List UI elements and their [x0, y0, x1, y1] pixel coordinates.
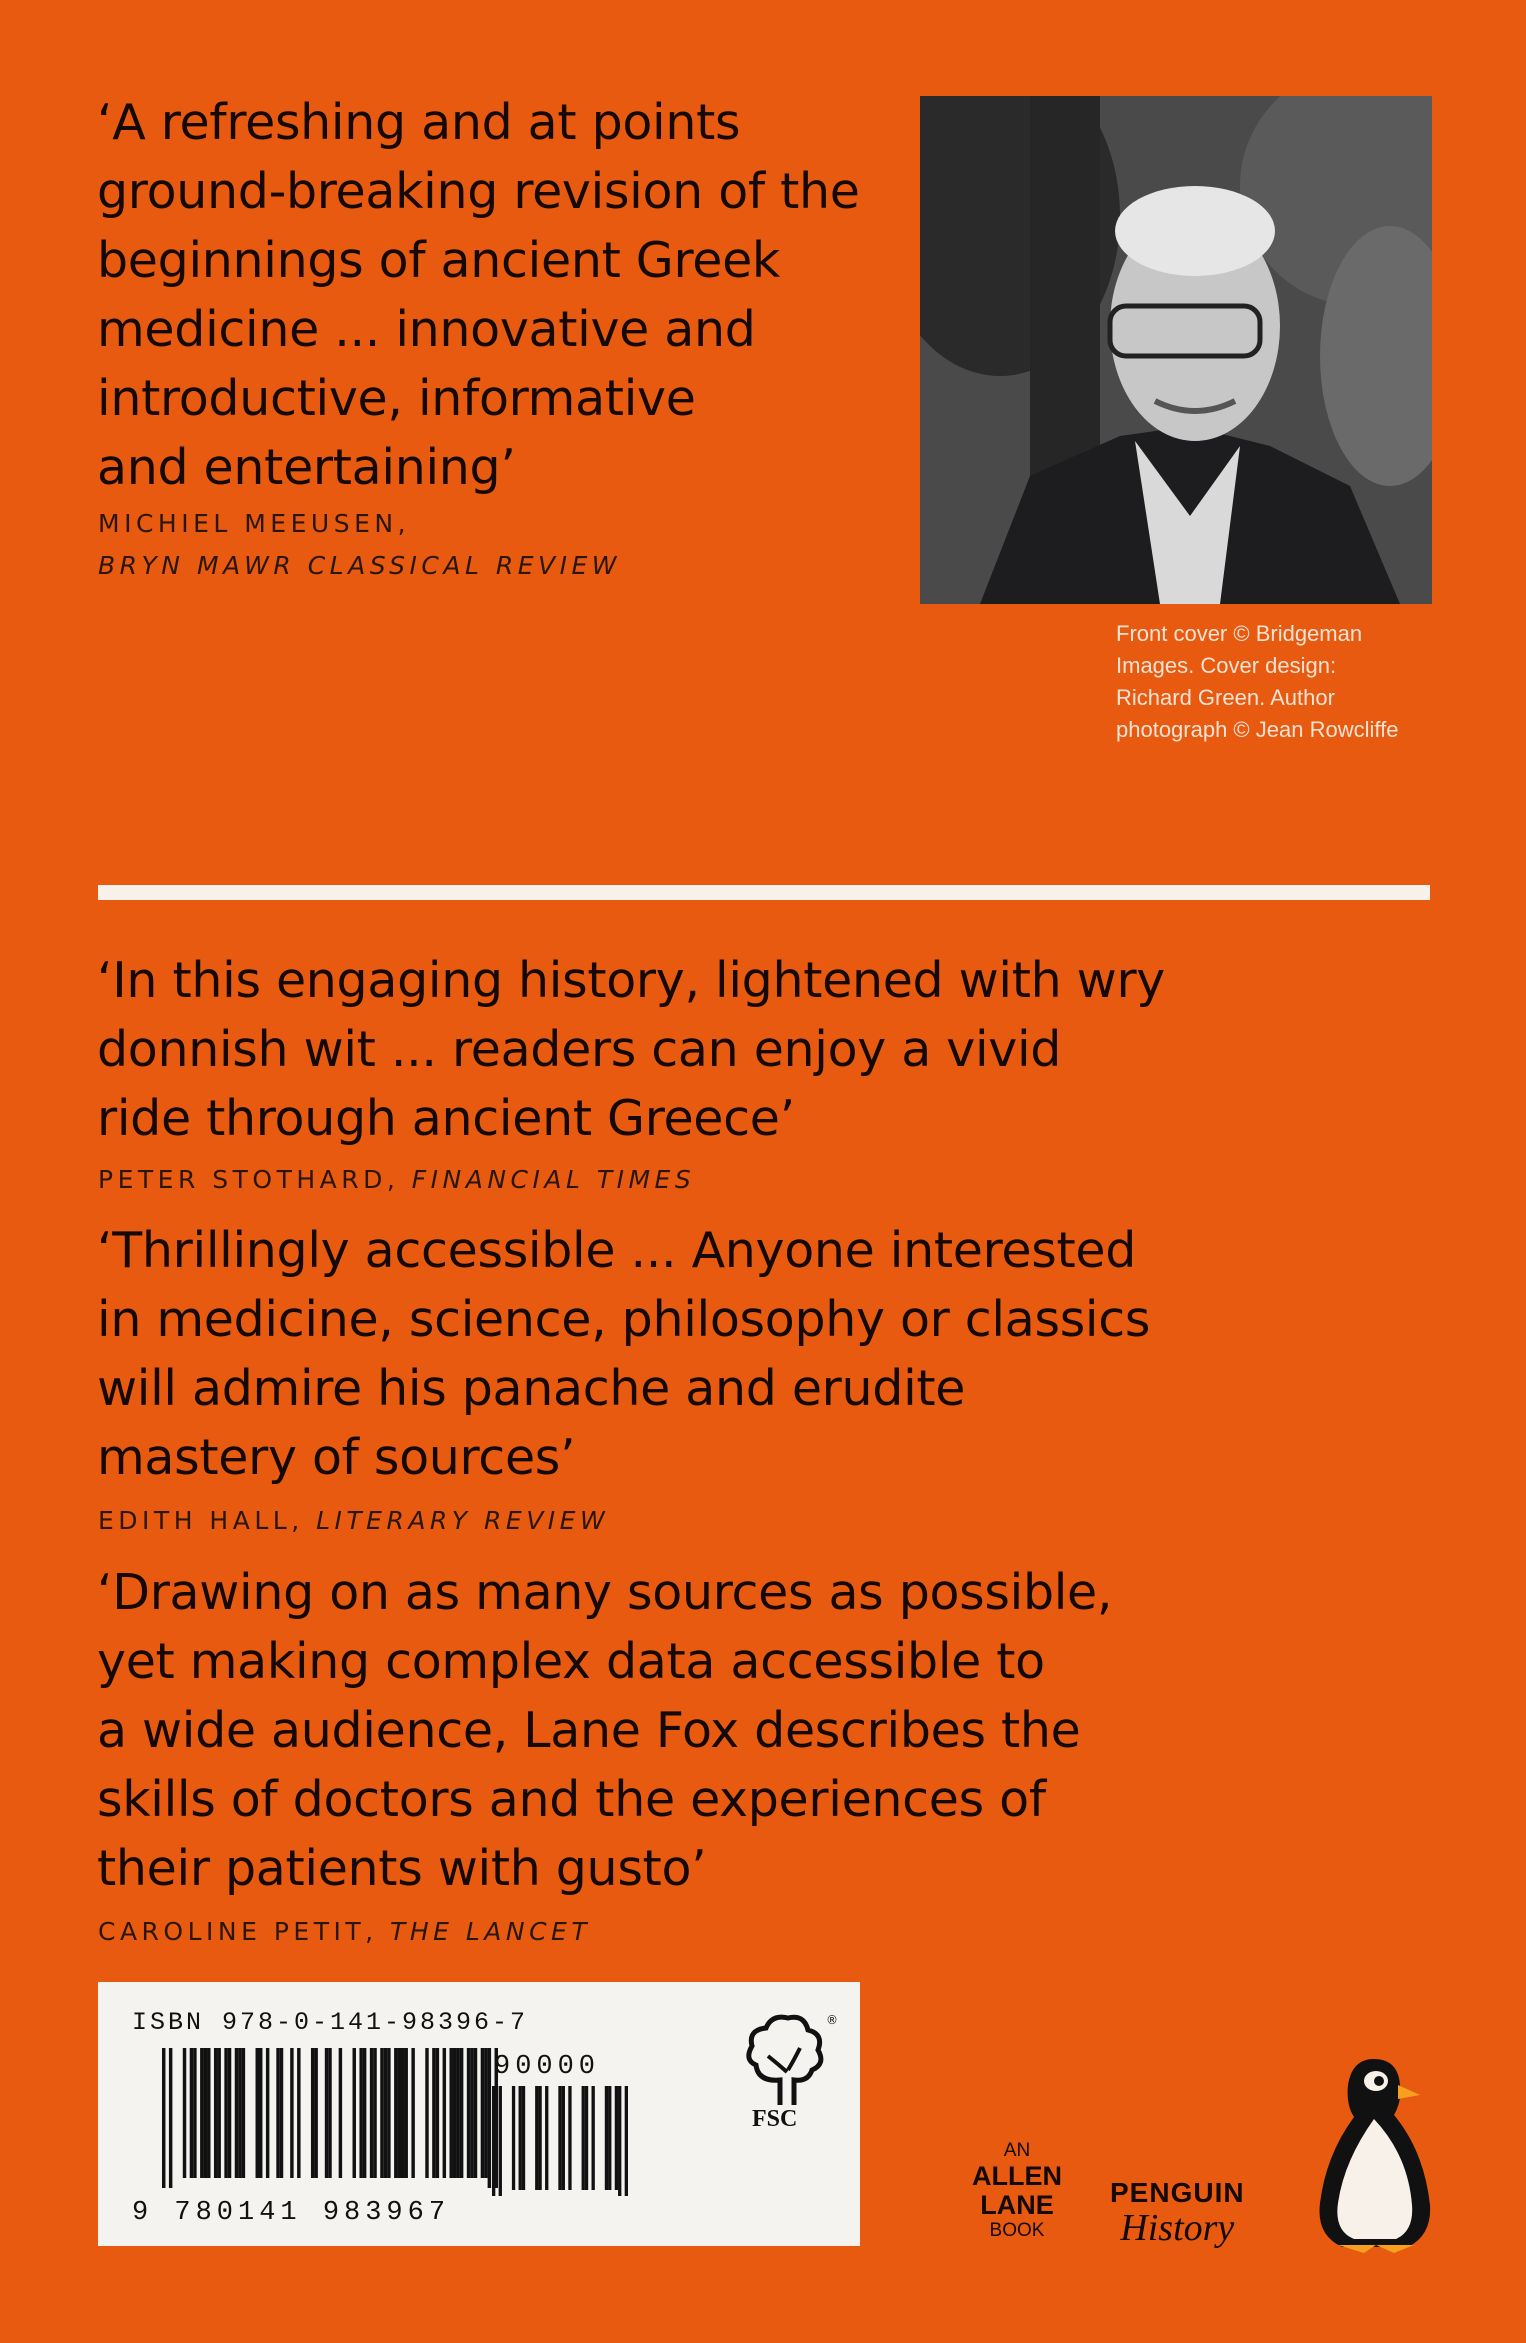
- barcode-bar: [592, 2086, 595, 2190]
- barcode-bar: [398, 2048, 401, 2178]
- attribution-petit: [98, 1914, 591, 1950]
- barcode-bar: [585, 2086, 588, 2190]
- barcode-bar: [522, 2086, 525, 2190]
- fsc-registered-mark: ®: [826, 2013, 838, 2027]
- quote-line: will admire his panache and erudite: [97, 1360, 966, 1417]
- fsc-label: FSC: [752, 2106, 798, 2132]
- quote-line: ride through ancient Greece’: [97, 1090, 795, 1147]
- barcode-bar: [558, 2086, 561, 2190]
- barcode-bar: [615, 2086, 618, 2190]
- quote-hall: [97, 1216, 1150, 1492]
- barcode-bar: [484, 2048, 487, 2178]
- addon-barcode: [490, 2086, 630, 2196]
- barcode-bar: [259, 2048, 262, 2178]
- quote-line: donnish wit ... readers can enjoy a vivid: [97, 1021, 1062, 1078]
- barcode-bar: [499, 2086, 502, 2196]
- barcode-bar: [411, 2048, 414, 2178]
- barcode-bar: [545, 2086, 548, 2190]
- credit-line: Images. Cover design:: [1116, 653, 1337, 678]
- barcode-bar: [474, 2048, 477, 2178]
- imprint-book: BOOK: [989, 2220, 1045, 2241]
- author-portrait-image: [920, 96, 1432, 604]
- barcode-bar: [470, 2048, 473, 2178]
- barcode-bar: [297, 2048, 300, 2178]
- barcode-bar: [290, 2048, 293, 2178]
- barcode-bar: [353, 2048, 356, 2178]
- penguin-logo-icon: [1312, 2055, 1436, 2255]
- barcode-bar: [238, 2048, 241, 2178]
- imprint-lane: LANE: [980, 2190, 1054, 2220]
- barcode-bar: [404, 2048, 407, 2178]
- credit-line: photograph © Jean Rowcliffe: [1116, 717, 1399, 742]
- quote-line: in medicine, science, philosophy or classics: [97, 1291, 1151, 1348]
- barcode-bar: [242, 2048, 245, 2178]
- barcode-bar: [450, 2048, 453, 2178]
- barcode-bar: [443, 2048, 446, 2178]
- isbn-number: ISBN 978-0-141-98396-7: [132, 2008, 529, 2037]
- cover-credits: [1116, 618, 1398, 746]
- divider-rule: [98, 885, 1430, 900]
- barcode-bar: [370, 2048, 373, 2178]
- barcode-bar: [401, 2048, 404, 2178]
- barcode-bar: [618, 2086, 621, 2196]
- barcode-bar: [311, 2048, 314, 2178]
- quote-line: ground-breaking revision of the: [97, 163, 860, 220]
- barcode-bar: [394, 2048, 397, 2178]
- barcode-bar: [387, 2048, 390, 2178]
- attribution-author: CAROLINE PETIT,: [98, 1917, 391, 1946]
- quote-line: yet making complex data accessible to: [97, 1633, 1045, 1690]
- attribution-hall: [98, 1503, 609, 1539]
- ean-digits: 9 780141 983967: [132, 2198, 451, 2228]
- penguin-history-series: [1110, 2178, 1245, 2248]
- barcode-bar: [519, 2086, 522, 2190]
- barcode-bar: [280, 2048, 283, 2178]
- publication-name: BRYN MAWR CLASSICAL REVIEW: [98, 551, 622, 580]
- series-publisher: PENGUIN: [1110, 2177, 1245, 2208]
- barcode-bar: [183, 2048, 186, 2178]
- barcode-bar: [605, 2086, 608, 2190]
- barcode-bar: [535, 2086, 538, 2190]
- barcode-bar: [384, 2048, 387, 2178]
- barcode-bar: [373, 2048, 376, 2178]
- barcode-bar: [456, 2048, 459, 2178]
- quote-line: ‘Drawing on as many sources as possible,: [97, 1564, 1113, 1621]
- barcode-bar: [562, 2086, 565, 2190]
- quote-line: their patients with gusto’: [97, 1840, 707, 1897]
- quote-line: beginnings of ancient Greek: [97, 232, 780, 289]
- quote-line: a wide audience, Lane Fox describes the: [97, 1702, 1081, 1759]
- barcode-panel: [98, 1982, 860, 2246]
- barcode-bar: [363, 2048, 366, 2178]
- quote-meeusen: [97, 88, 860, 502]
- barcode-bar: [314, 2048, 317, 2178]
- ean-barcode: [160, 2048, 500, 2188]
- barcode-bar: [276, 2048, 279, 2178]
- attribution-meeusen-author: MICHIEL MEEUSEN,: [98, 509, 411, 538]
- author-photograph: [920, 96, 1432, 604]
- addon-digits: 90000: [494, 2052, 601, 2082]
- barcode-bar: [235, 2048, 238, 2178]
- barcode-bar: [339, 2048, 342, 2178]
- barcode-bar: [492, 2086, 495, 2196]
- barcode-bar: [169, 2048, 172, 2188]
- barcode-bar: [162, 2048, 165, 2188]
- barcode-bar: [453, 2048, 456, 2178]
- barcode-bar: [359, 2048, 362, 2178]
- quote-line: ‘In this engaging history, lightened with wry: [97, 952, 1165, 1009]
- quote-line: medicine ... innovative and: [97, 301, 756, 358]
- barcode-bar: [328, 2048, 331, 2178]
- barcode-bar: [193, 2048, 196, 2178]
- barcode-bar: [460, 2048, 463, 2178]
- quote-line: and entertaining’: [97, 439, 516, 496]
- barcode-bar: [200, 2048, 203, 2178]
- barcode-bar: [538, 2086, 541, 2190]
- barcode-bar: [204, 2048, 207, 2178]
- barcode-bar: [608, 2086, 611, 2190]
- attribution-stothard: [98, 1162, 695, 1198]
- barcode-bar: [190, 2048, 193, 2178]
- barcode-bar: [380, 2048, 383, 2178]
- barcode-bar: [436, 2048, 439, 2178]
- publication-name: THE LANCET: [390, 1917, 592, 1946]
- barcode-bar: [224, 2048, 227, 2178]
- imprint-allen: ALLEN: [972, 2161, 1062, 2191]
- quote-line: mastery of sources’: [97, 1429, 576, 1486]
- quote-line: ‘A refreshing and at points: [97, 94, 741, 151]
- barcode-bar: [625, 2086, 628, 2196]
- publication-name: FINANCIAL TIMES: [411, 1165, 696, 1194]
- quote-stothard: [97, 946, 1165, 1153]
- barcode-bar: [467, 2048, 470, 2178]
- credit-line: Richard Green. Author: [1116, 685, 1335, 710]
- barcode-bar: [481, 2048, 484, 2178]
- barcode-bar: [512, 2086, 515, 2190]
- barcode-bar: [432, 2048, 435, 2178]
- barcode-bar: [266, 2048, 269, 2178]
- allen-lane-imprint: [962, 2140, 1072, 2242]
- attribution-author: EDITH HALL,: [98, 1506, 317, 1535]
- barcode-bar: [568, 2086, 571, 2190]
- barcode-bar: [207, 2048, 210, 2178]
- quote-line: ‘Thrillingly accessible ... Anyone interested: [97, 1222, 1137, 1279]
- attribution-meeusen-publication: [98, 548, 621, 584]
- barcode-bar: [256, 2048, 259, 2178]
- attribution-author: PETER STOTHARD,: [98, 1165, 412, 1194]
- barcode-bar: [214, 2048, 217, 2178]
- barcode-bar: [582, 2086, 585, 2190]
- quote-petit: [97, 1558, 1112, 1903]
- barcode-bar: [217, 2048, 220, 2178]
- barcode-bar: [228, 2048, 231, 2178]
- quote-line: introductive, informative: [97, 370, 696, 427]
- barcode-bar: [425, 2048, 428, 2178]
- series-name: History: [1120, 2207, 1235, 2249]
- publication-name: LITERARY REVIEW: [316, 1506, 610, 1535]
- barcode-bar: [325, 2048, 328, 2178]
- quote-line: skills of doctors and the experiences of: [97, 1771, 1046, 1828]
- imprint-an: AN: [1003, 2140, 1031, 2161]
- credit-line: Front cover © Bridgeman: [1116, 621, 1363, 646]
